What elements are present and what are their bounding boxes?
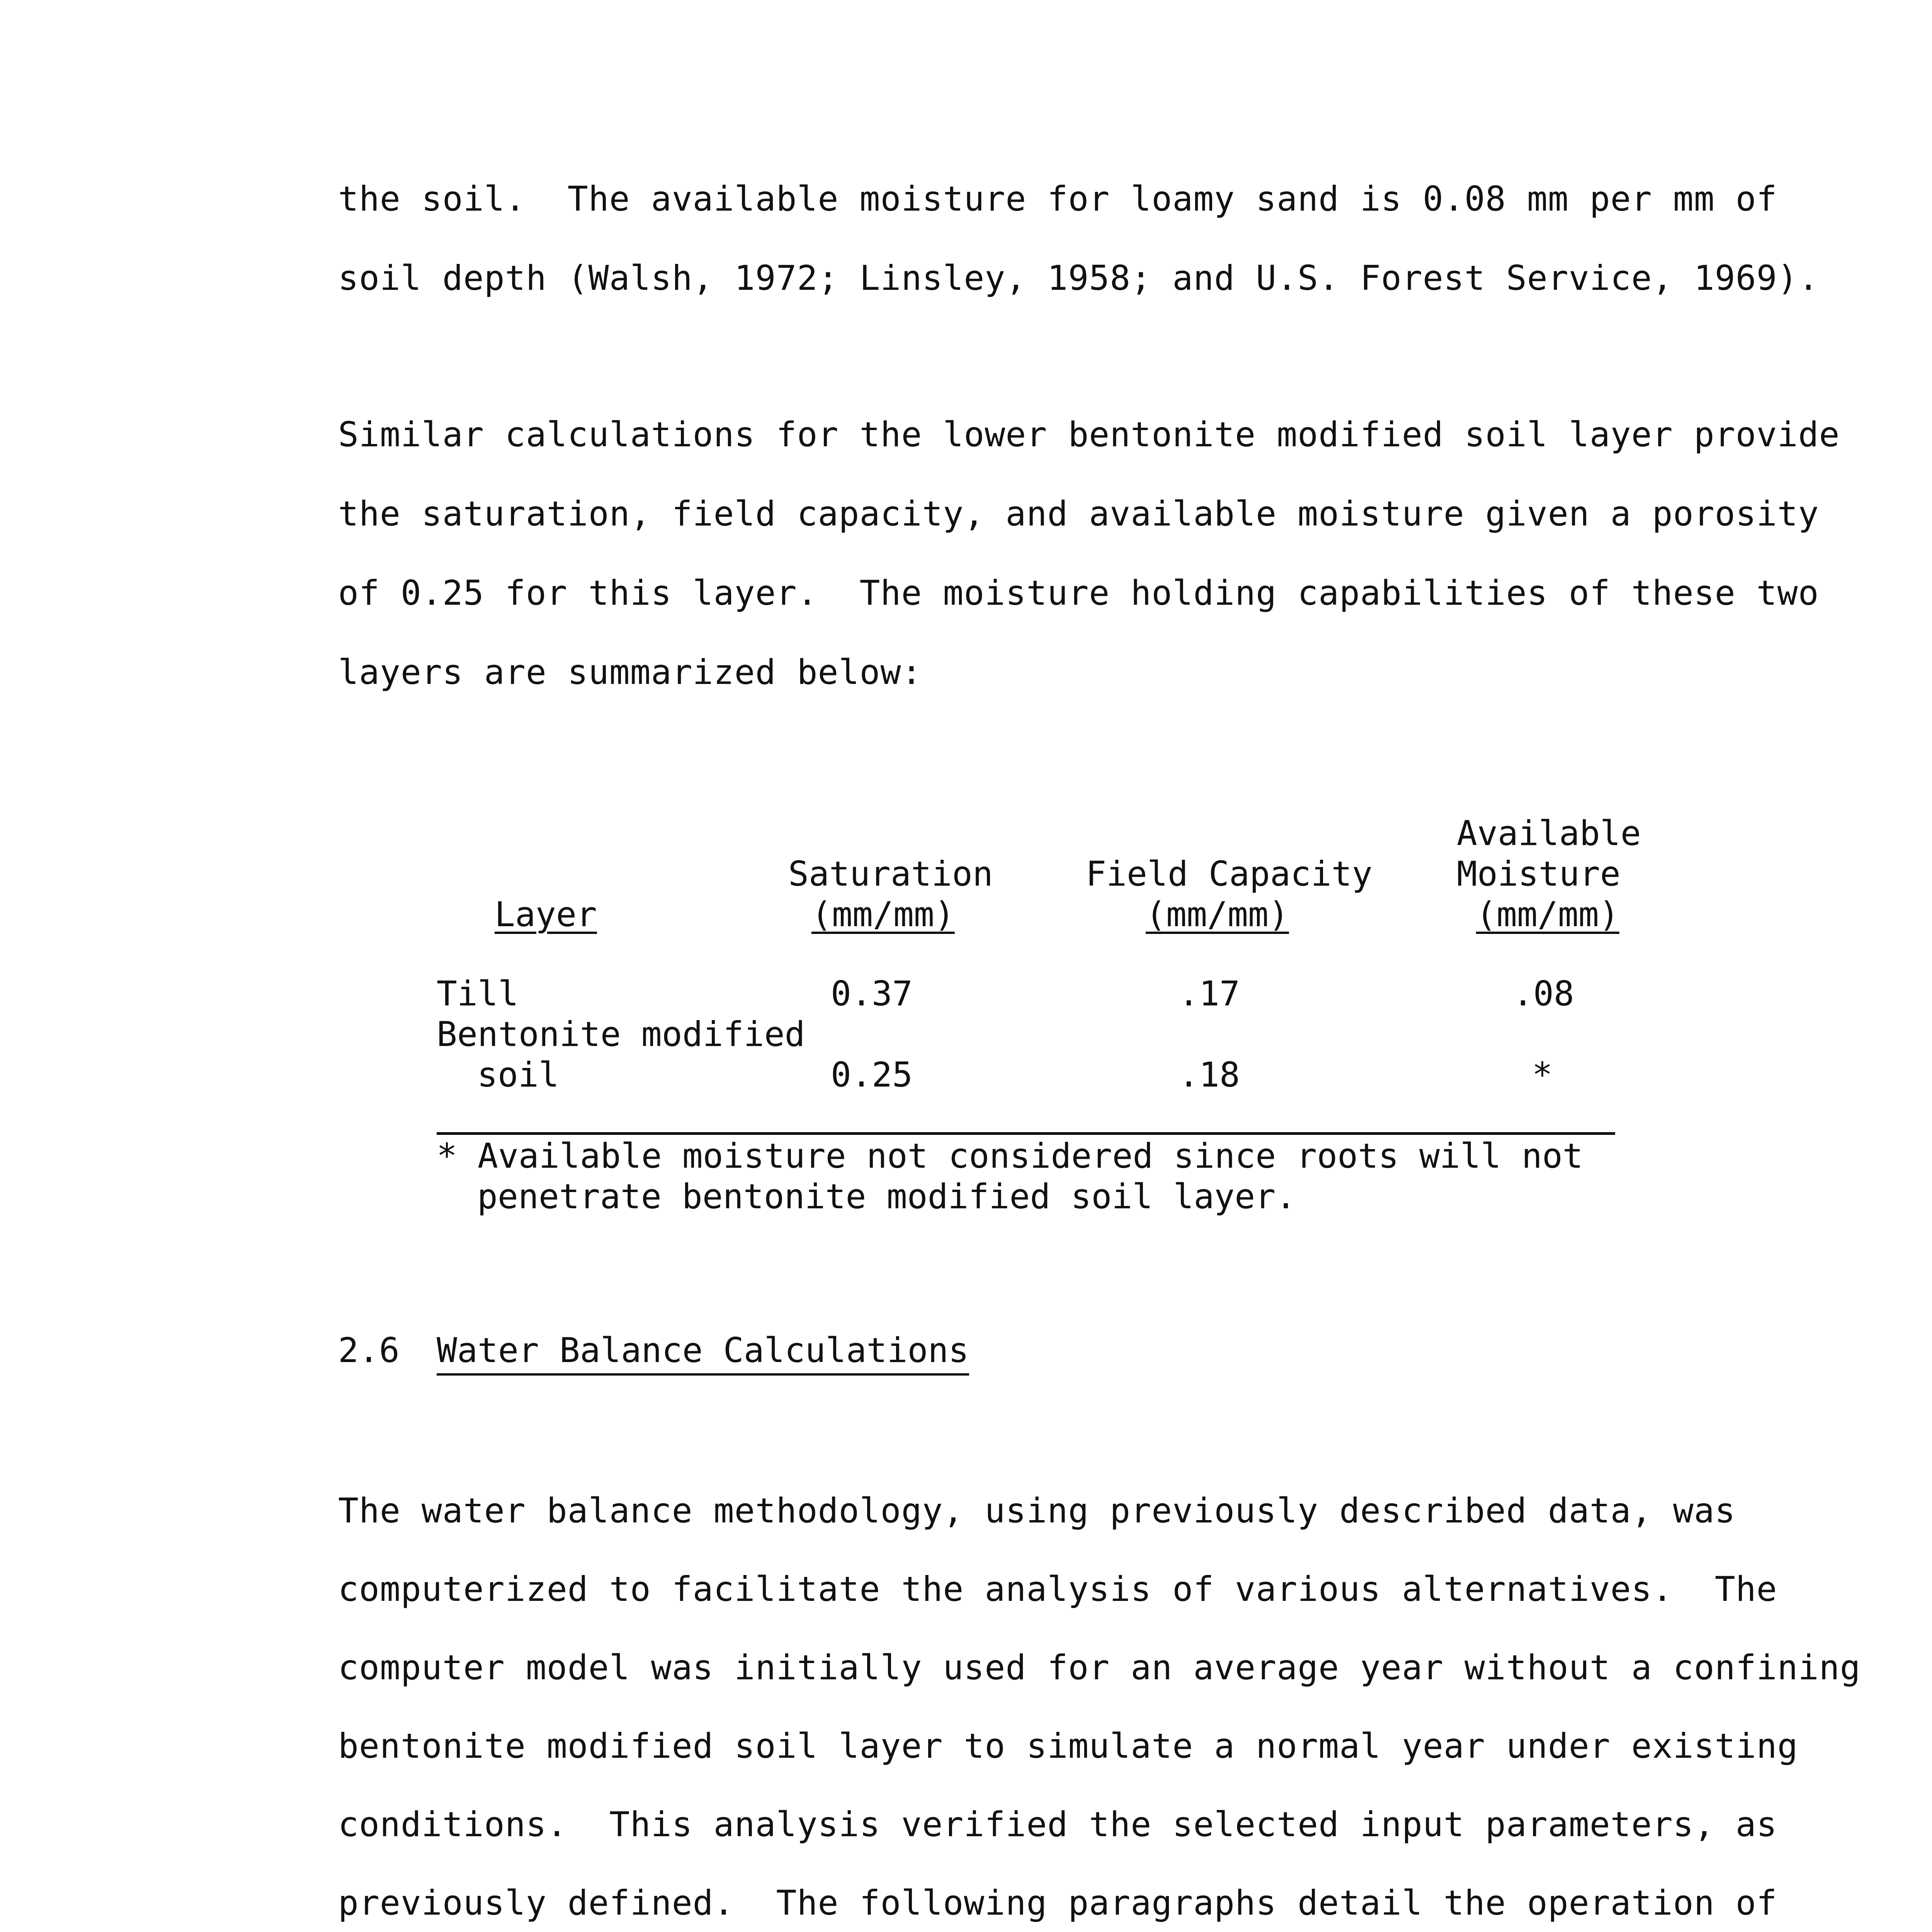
paragraph-3-line-5: conditions. This analysis verified the selected input parameters, as [338, 1804, 1777, 1844]
paragraph-2-line-1: Similar calculations for the lower bentonite modified soil layer provide [338, 415, 1840, 454]
row-2-layer-cont: soil [477, 1055, 559, 1095]
paragraph-2-line-2: the saturation, field capacity, and available moisture given a porosity [338, 494, 1819, 534]
paragraph-3-line-4: bentonite modified soil layer to simulate a normal year under existing [338, 1726, 1798, 1766]
row-1-available: .08 [1513, 974, 1574, 1014]
row-2-layer: Bentonite modified [437, 1014, 805, 1054]
header-layer: Layer [495, 895, 597, 934]
row-1-field-capacity: .17 [1179, 974, 1240, 1014]
row-1-saturation: 0.37 [831, 974, 913, 1014]
footnote-line-1: * Available moisture not considered since roots will not [437, 1136, 1583, 1176]
row-1-layer: Till [437, 974, 519, 1014]
paragraph-3-line-3: computer model was initially used for an average year without a confining [338, 1648, 1861, 1687]
row-2-available: * [1532, 1055, 1553, 1095]
section-title: Water Balance Calculations [437, 1329, 969, 1376]
paragraph-3-line-6: previously defined. The following paragraphs detail the operation of [338, 1883, 1777, 1923]
paragraph-2-line-4: layers are summarized below: [338, 652, 922, 692]
footnote-line-2: penetrate bentonite modified soil layer. [477, 1177, 1296, 1216]
paragraph-3-line-2: computerized to facilitate the analysis of various alternatives. The [338, 1569, 1777, 1609]
paragraph-3-line-1: The water balance methodology, using previously described data, was [338, 1491, 1736, 1531]
header-field-capacity-unit: (mm/mm) [1146, 895, 1289, 934]
row-2-field-capacity: .18 [1179, 1055, 1240, 1095]
footnote-rule [437, 1132, 1615, 1135]
row-2-saturation: 0.25 [831, 1055, 913, 1095]
section-number: 2.6 [338, 1330, 400, 1370]
paragraph-1-line-1: the soil. The available moisture for loamy sand is 0.08 mm per mm of [338, 179, 1777, 219]
header-saturation: Saturation [788, 854, 993, 894]
header-available-unit: (mm/mm) [1476, 895, 1619, 934]
header-saturation-unit: (mm/mm) [811, 895, 955, 934]
header-available-line2: Moisture [1457, 854, 1621, 894]
header-field-capacity: Field Capacity [1086, 854, 1372, 894]
paragraph-2-line-3: of 0.25 for this layer. The moisture holding capabilities of these two [338, 573, 1819, 613]
header-available-line1: Available [1457, 813, 1641, 853]
paragraph-1-line-2: soil depth (Walsh, 1972; Linsley, 1958; and U.S. Forest Service, 1969). [338, 258, 1819, 298]
